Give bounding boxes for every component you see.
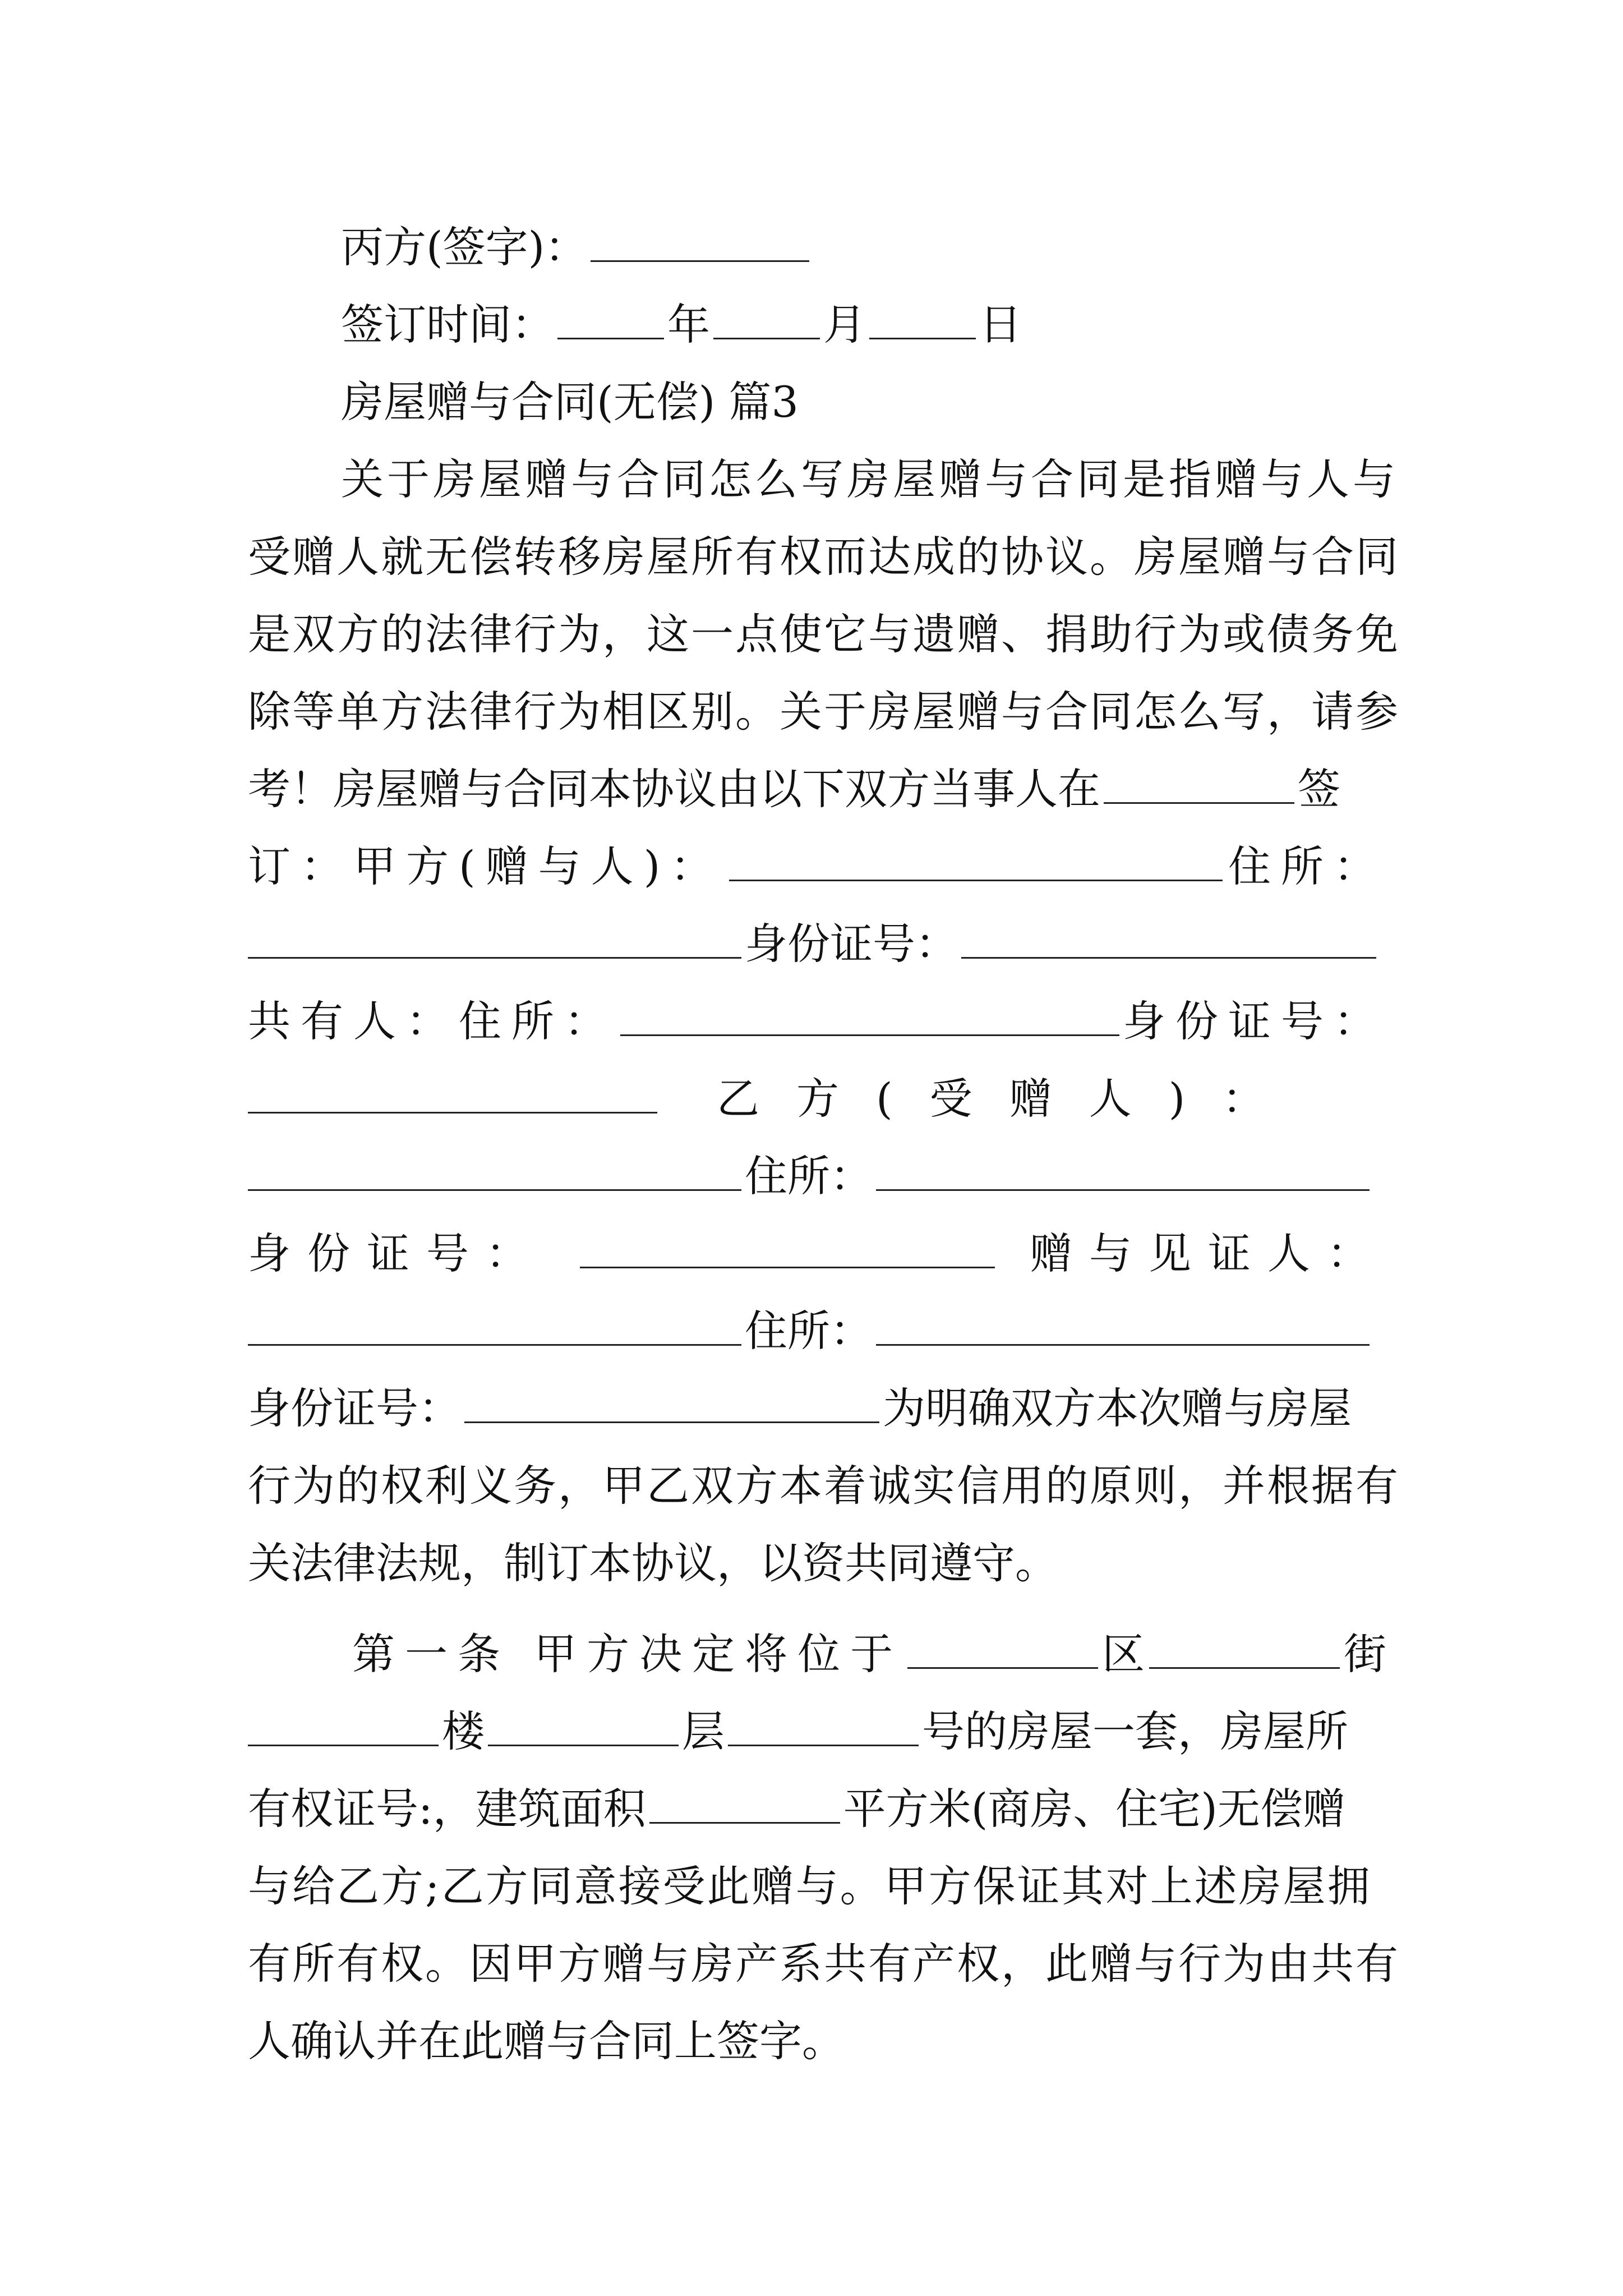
paragraph-text: 行为的权利义务，甲乙双方本着诚实信用的原则，并根据有 [248,1461,1400,1511]
co-owner-address-blank [620,1000,1119,1036]
address-blank [876,1154,1370,1191]
id-number-label: 身份证号： [248,1228,545,1278]
paragraph-text: 有所有权。因甲方赠与房产系共有产权，此赠与行为由共有 [248,1939,1400,1989]
signature-line-party-c [341,209,1386,286]
article-1-label: 第一条 甲方决定将位于 [352,1629,903,1679]
paragraph-text: 有权证号:，建筑面积 [248,1784,646,1834]
id-line [248,905,1386,983]
paragraph-line [248,1447,1400,1525]
address-label: 住所： [745,1306,873,1356]
signing-place-blank [1104,767,1294,804]
year-blank [557,303,664,339]
address-label: 住所： [745,1151,873,1201]
co-owner-line [248,983,1386,1060]
paragraph-line [248,596,1400,673]
signing-date-line [341,286,1386,364]
location-blank [907,1632,1098,1669]
party-b-line [248,1060,1386,1138]
party-a-label: 订：甲方(赠与人)： [248,841,723,891]
id-number-blank [248,1077,657,1114]
district-blank [1149,1632,1340,1669]
month-blank [713,303,820,339]
id-number-label: 身份证号： [745,919,958,969]
area-blank [649,1787,840,1824]
street-blank [248,1710,439,1746]
address-line [248,1292,1386,1370]
month-label: 月 [823,300,866,349]
article-1-line [352,1616,1386,1693]
article-1-line [248,1848,1386,1925]
paragraph-line [248,673,1400,751]
id-number-label: 身份证号： [1123,996,1386,1046]
party-b-label: 乙方(受赠人)： [717,1074,1302,1124]
co-owner-label: 共有人：住所： [248,996,617,1046]
paragraph-text: 签 [1298,764,1340,814]
street-label: 街 [1343,1629,1386,1679]
article-1-line [248,1925,1400,2003]
party-c-signature-blank [591,226,809,262]
party-c-signature-label: 丙方(签字)： [341,222,588,272]
article-1-line: 人确认并在此赠与合同上签字。 [248,2016,845,2066]
floor-label: 层 [682,1706,725,1756]
paragraph-line [248,751,1386,828]
article-1-line [248,1770,1386,1848]
id-number-label: 身份证号： [248,1383,461,1433]
paragraph-text: 考！房屋赠与合同本协议由以下双方当事人在 [248,764,1100,814]
paragraph-line: 关法律法规，制订本协议，以资共同遵守。 [248,1538,1058,1588]
party-b-blank [248,1154,741,1191]
party-a-blank [729,845,1223,881]
paragraph-text: 为明确双方本次赠与房屋 [883,1383,1352,1433]
signing-date-label: 签订时间： [341,300,554,349]
address-label: 住所： [1228,841,1386,891]
paragraph-text: 除等单方法律行为相区别。关于房屋赠与合同怎么写，请参 [248,687,1400,737]
paragraph-text: 与给乙方;乙方同意接受此赠与。甲方保证其对上述房屋拥 [248,1861,1372,1911]
day-blank [869,303,976,339]
address-blank [248,922,741,959]
paragraph-text: 关于房屋赠与合同怎么写房屋赠与合同是指赠与人与 [341,454,1399,504]
section-heading: 房屋赠与合同(无偿) 篇3 [341,377,799,427]
party-a-line [248,828,1386,905]
district-label: 区 [1102,1629,1145,1679]
day-label: 日 [979,300,1022,349]
paragraph-line [248,1370,1386,1447]
id-number-blank [464,1387,879,1423]
article-1-line [248,1693,1386,1770]
paragraph-text: 是双方的法律行为，这一点使它与遗赠、捐助行为或债务免 [248,609,1400,659]
building-label: 楼 [442,1706,485,1756]
witness-line [248,1215,1386,1292]
witness-blank [248,1309,741,1346]
paragraph-line [248,518,1400,596]
year-label: 年 [667,300,710,349]
paragraph-text: 号的房屋一套，房屋所 [922,1706,1348,1756]
paragraph-text: 受赠人就无偿转移房屋所有权而达成的协议。房屋赠与合同 [248,532,1400,582]
paragraph-text: 平方米(商房、住宅)无偿赠 [843,1784,1345,1834]
paragraph-line [341,441,1399,518]
id-number-blank [580,1232,995,1268]
address-blank [876,1309,1370,1346]
address-line [248,1138,1386,1215]
witness-label: 赠与见证人： [1030,1228,1386,1278]
building-blank [488,1710,679,1746]
id-number-blank [961,922,1376,959]
floor-blank [728,1710,919,1746]
